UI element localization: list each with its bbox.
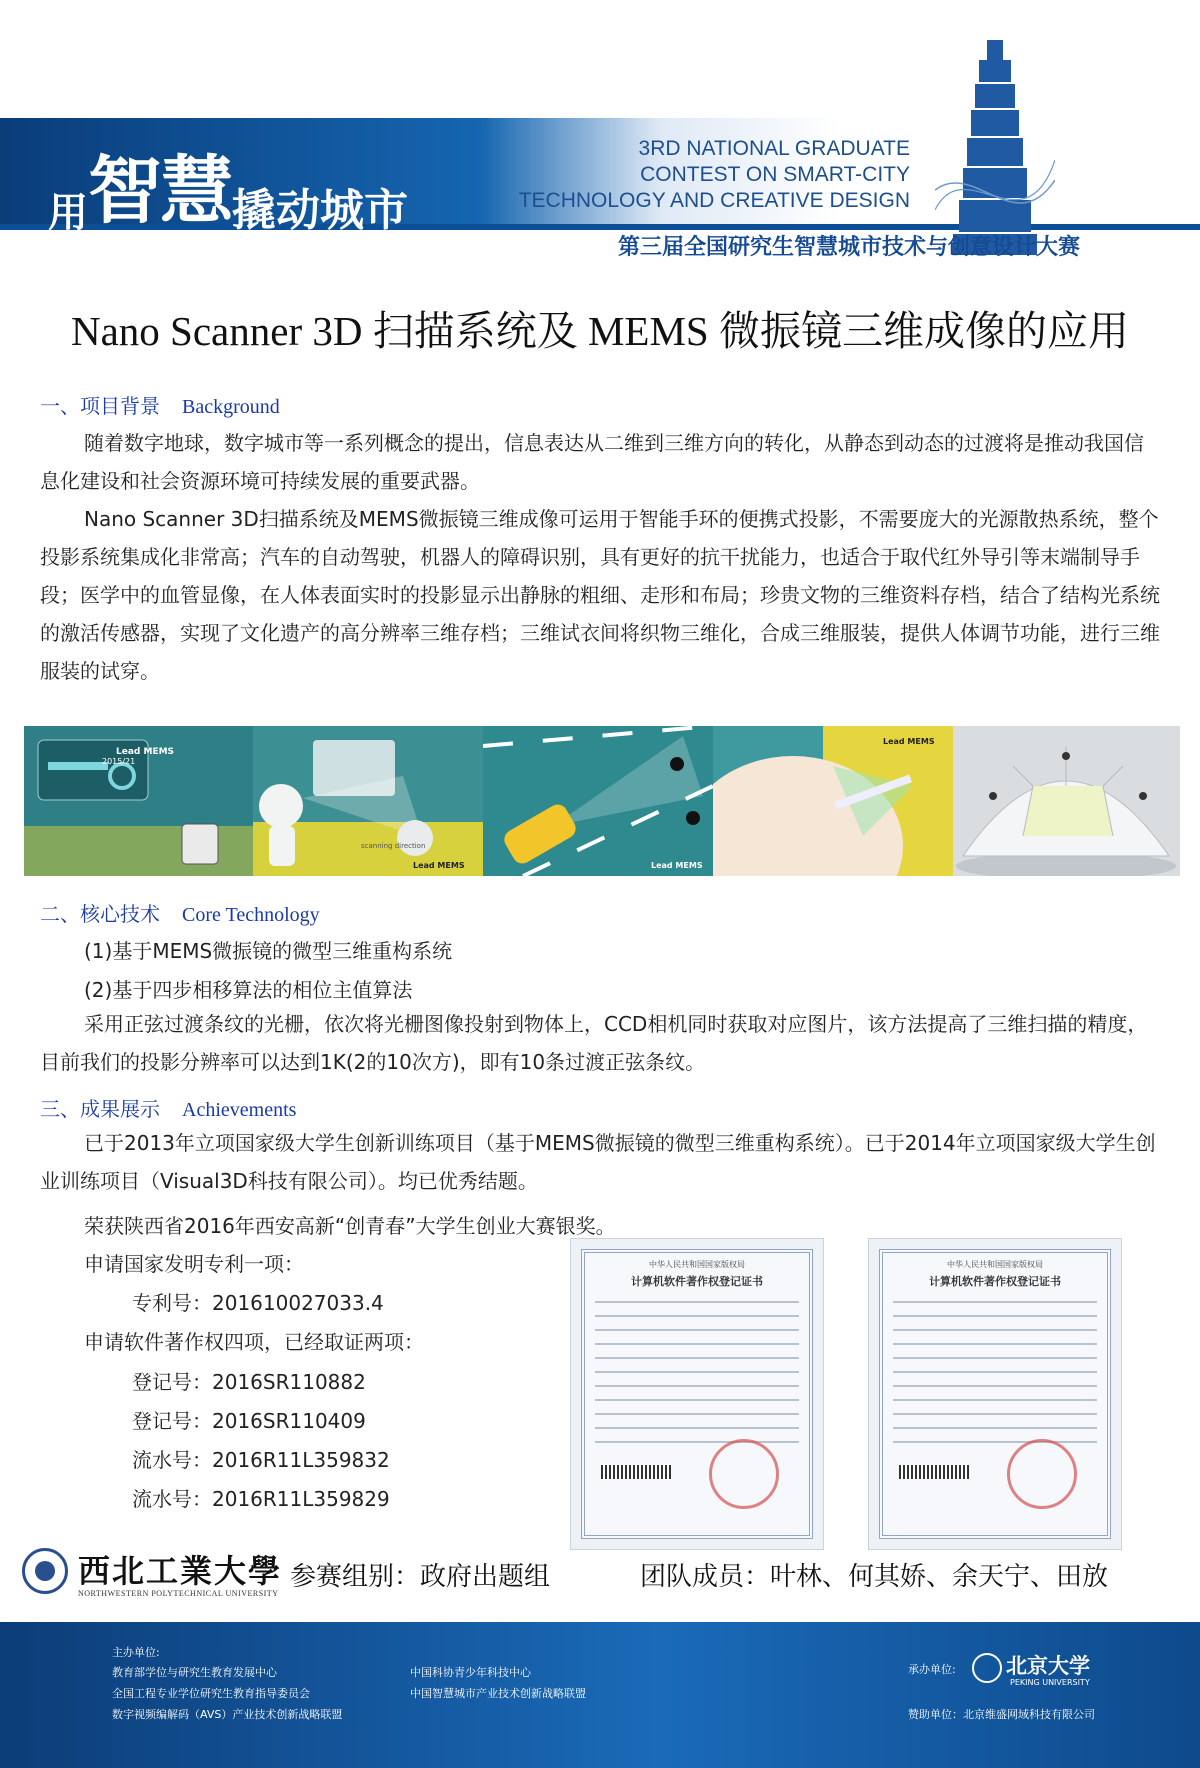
background-paragraph-1: 随着数字地球，数字城市等一系列概念的提出，信息表达从二维到三维方向的转化，从静态到动态的过渡将是推动我国信息化建设和社会资源环境可持续发展的重要武器。 <box>40 431 1144 493</box>
competition-group: 参赛组别：政府出题组 <box>290 1562 551 1592</box>
host-university-en: PEKING UNIVERSITY <box>1010 1678 1090 1687</box>
section-achievements-heading <box>40 1093 296 1122</box>
background-paragraph-2: Nano Scanner 3D扫描系统及MEMS微振镜三维成像可运用于智能手环的便携式投影，不需要庞大的光源散热系统，整个投影系统集成化非常高；汽车的自动驾驶，机器人的障碍识别，具有更好的抗干扰能力，也适合于取代红外导引等末端制导手段；医学中的血管显像，在人体表面实时的投影显示出静脉的粗细、走形和布局；珍贵文物的三维资料存档，结合了结构光系统的激活传感器，实现了文化遗产的高分辨率三维存档；三维试衣间将织物三维化，合成三维服装，提供人体调节功能，进行三维服装的试穿。 <box>40 507 1160 683</box>
organizer-2: 全国工程专业学位研究生教育指导委员会 <box>112 1687 310 1700</box>
software-certificate-1 <box>570 1238 824 1550</box>
core-paragraph: 采用正弦过渡条纹的光栅，依次将光栅图像投射到物体上，CCD相机同时获取对应图片，该方法提高了三维扫描的精度，目前我们的投影分辨率可以达到1K(2的10次方)，即有10条过渡正弦条纹。 <box>40 1012 1148 1074</box>
organizer-5: 中国智慧城市产业技术创新战略联盟 <box>410 1687 586 1700</box>
heading-en: Background <box>182 396 280 418</box>
brand-char-1: 用 <box>48 190 88 236</box>
header-banner <box>0 0 1200 270</box>
registration-number-1: 登记号：2016SR110882 <box>132 1370 366 1394</box>
contest-chinese-title: 第三届全国研究生智慧城市技术与创意设计大赛 <box>617 235 1080 260</box>
robot-obstacle-image <box>253 726 483 876</box>
patent-label: 申请国家发明专利一项： <box>84 1252 304 1276</box>
en-title-line-1: 3RD NATIONAL GRADUATE <box>638 137 910 160</box>
university-name-en: NORTHWESTERN POLYTECHNICAL UNIVERSITY <box>78 1589 279 1598</box>
serial-number-1: 流水号：2016R11L359832 <box>132 1448 390 1472</box>
certificate-issuer: 中华人民共和国国家版权局 <box>649 1260 745 1269</box>
wearable-projection-image <box>24 726 253 876</box>
sponsor: 赞助单位：北京维盛网域科技有限公司 <box>908 1708 1095 1721</box>
page-title: Nano Scanner 3D 扫描系统及 MEMS 微振镜三维成像的应用 <box>71 308 1129 354</box>
certificate-title: 计算机软件著作权登记证书 <box>929 1275 1061 1288</box>
contest-english-title <box>490 136 910 214</box>
3d-scanning-dome-image <box>953 726 1180 876</box>
organizer-3: 数字视频编解码（AVS）产业技术创新战略联盟 <box>112 1708 343 1721</box>
heading-en: Achievements <box>182 1099 297 1121</box>
pku-emblem-icon <box>972 1653 1002 1683</box>
brand-char-2: 智慧 <box>88 148 232 234</box>
serial-number-2: 流水号：2016R11L359829 <box>132 1487 390 1511</box>
panel3-logo: Lead MEMS <box>651 861 703 870</box>
panel2-caption: scanning direction <box>361 842 426 850</box>
host-label: 承办单位: <box>908 1663 956 1676</box>
heading-en: Core Technology <box>182 904 320 926</box>
certificate-text-rows <box>595 1301 799 1455</box>
organizer-4: 中国科协青少年科技中心 <box>410 1666 531 1679</box>
en-title-line-2: CONTEST ON SMART-CITY <box>640 163 910 186</box>
official-seal-icon <box>1007 1439 1077 1509</box>
heading-cn: 一、项目背景 <box>40 394 160 418</box>
patent-number: 专利号：201610027033.4 <box>132 1291 384 1315</box>
host-university-cn: 北京大学 <box>1006 1653 1090 1678</box>
core-item-2: (2)基于四步相移算法的相位主值算法 <box>84 978 413 1002</box>
panel2-logo: Lead MEMS <box>413 861 465 870</box>
panel1-logo: Lead MEMS <box>116 747 175 757</box>
software-certificate-2 <box>868 1238 1122 1550</box>
barcode-icon <box>899 1465 969 1479</box>
application-image-strip <box>24 726 1180 876</box>
university-name-cn: 西北工業大學 <box>78 1552 283 1590</box>
certificate-issuer: 中华人民共和国国家版权局 <box>947 1260 1043 1269</box>
software-copyright-label: 申请软件著作权四项，已经取证两项： <box>84 1330 424 1354</box>
en-title-line-3: TECHNOLOGY AND CREATIVE DESIGN <box>518 189 910 212</box>
official-seal-icon <box>709 1439 779 1509</box>
autonomous-car-image <box>483 726 713 876</box>
pagoda-tower-icon <box>935 40 1055 255</box>
team-members: 团队成员：叶林、何其娇、余天宁、田放 <box>640 1562 1109 1592</box>
heading-cn: 三、成果展示 <box>40 1097 160 1121</box>
panel4-logo: Lead MEMS <box>883 737 935 746</box>
core-item-1: (1)基于MEMS微振镜的微型三维重构系统 <box>84 939 453 963</box>
panel1-time: 2015/21 <box>102 757 136 766</box>
section-background-heading <box>40 390 280 419</box>
contest-brand <box>48 132 408 238</box>
heading-cn: 二、核心技术 <box>40 902 160 926</box>
award-line: 荣获陕西省2016年西安高新“创青春”大学生创业大赛银奖。 <box>84 1214 616 1238</box>
brand-char-3: 撬动城市 <box>232 185 408 236</box>
barcode-icon <box>601 1465 671 1479</box>
registration-number-2: 登记号：2016SR110409 <box>132 1409 366 1433</box>
organizer-1: 教育部学位与研究生教育发展中心 <box>112 1666 277 1679</box>
certificate-text-rows <box>893 1301 1097 1455</box>
achievements-paragraph: 已于2013年立项国家级大学生创新训练项目（基于MEMS微振镜的微型三维重构系统）。已于2014年立项国家级大学生创业训练项目（Visual3D科技有限公司）。均已优秀结题。 <box>40 1131 1156 1193</box>
nwpu-emblem-icon <box>22 1548 68 1594</box>
organizer-label: 主办单位: <box>112 1646 160 1659</box>
certificate-title: 计算机软件著作权登记证书 <box>631 1275 763 1288</box>
vein-imaging-image <box>713 726 953 876</box>
section-core-heading <box>40 898 320 927</box>
